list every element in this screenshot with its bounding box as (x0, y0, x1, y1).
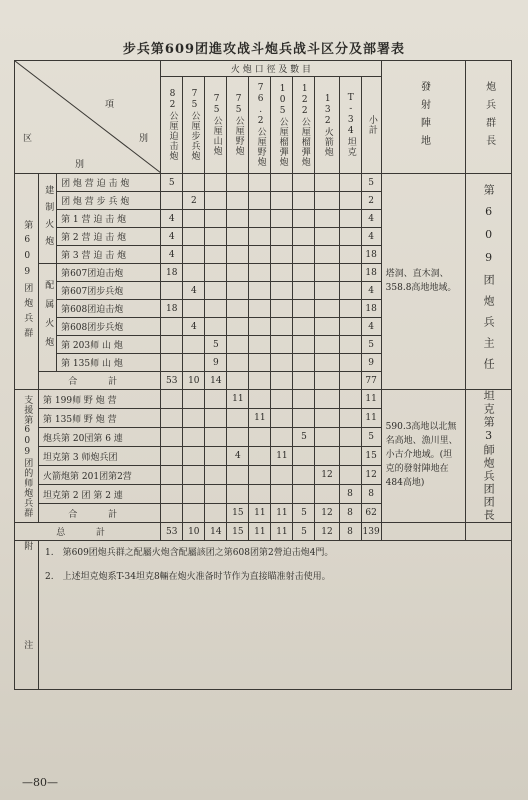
value-cell (183, 354, 205, 372)
value-cell (183, 447, 205, 466)
value-cell (339, 300, 361, 318)
remarks-label: 附 注 (15, 541, 39, 690)
value-cell (249, 246, 271, 264)
value-cell (205, 504, 227, 523)
group-2-commander: 坦克第3師炮兵团团長 (465, 390, 511, 523)
unit-name: 第 2 营 迫 击 炮 (57, 228, 161, 246)
group-2-name: 支援第609团的师炮兵群 (15, 390, 39, 523)
group-2-location: 590.3高地以北無名高地、漁川里、小古介地域。(坦克的發射陣地在484高地) (381, 390, 465, 523)
unit-name: 第 203师 山 炮 (57, 336, 161, 354)
col-header: 75公厘野炮 (227, 77, 249, 174)
value-cell (249, 466, 271, 485)
value-cell (339, 192, 361, 210)
value-cell (205, 318, 227, 336)
page-number: —80— (22, 776, 58, 789)
value-cell (183, 264, 205, 282)
value-cell (227, 428, 249, 447)
value-cell (293, 466, 315, 485)
value-cell (315, 264, 339, 282)
value-cell (293, 282, 315, 300)
value-cell (161, 504, 183, 523)
col-header: T-34坦克 (339, 77, 361, 174)
unit-name: 第 199师 野 炮 营 (39, 390, 161, 409)
group-1-sub-attached: 配属火炮 (39, 264, 57, 372)
value-cell (293, 354, 315, 372)
value-cell (293, 372, 315, 390)
value-cell: 15 (361, 447, 381, 466)
remark-item: 2. 上述坦克炮系T-34坦克8輛在炮火准备时节作为直接瞄准射击使用。 (45, 571, 331, 582)
value-cell (205, 409, 227, 428)
value-cell (183, 210, 205, 228)
value-cell (249, 428, 271, 447)
value-cell (315, 246, 339, 264)
value-cell (161, 485, 183, 504)
value-cell (183, 336, 205, 354)
col-header: 小計 (361, 77, 381, 174)
value-cell (249, 447, 271, 466)
value-cell (339, 246, 361, 264)
unit-name: 第 135师 野 炮 营 (39, 409, 161, 428)
value-cell (339, 390, 361, 409)
value-cell: 9 (205, 354, 227, 372)
unit-name: 第 1 营 迫 击 炮 (57, 210, 161, 228)
value-cell (205, 428, 227, 447)
value-cell: 12 (315, 466, 339, 485)
value-cell (227, 246, 249, 264)
value-cell (161, 318, 183, 336)
corner-left-label: 区 (23, 134, 33, 144)
value-cell: 4 (161, 246, 183, 264)
value-cell (205, 210, 227, 228)
value-cell (339, 372, 361, 390)
value-cell (183, 246, 205, 264)
value-cell: 18 (161, 264, 183, 282)
value-cell (227, 192, 249, 210)
value-cell (227, 466, 249, 485)
group-1-location: 塔洞、直木洞、358.8高地地域。 (381, 174, 465, 390)
value-cell (205, 447, 227, 466)
value-cell (227, 336, 249, 354)
value-cell (271, 336, 293, 354)
commander-header: 炮兵群長 (465, 61, 511, 174)
value-cell (227, 228, 249, 246)
value-cell: 11 (361, 409, 381, 428)
position-header: 發射陣地 (381, 61, 465, 174)
value-cell (205, 246, 227, 264)
value-cell: 18 (161, 300, 183, 318)
col-header: 132火箭炮 (315, 77, 339, 174)
value-cell: 11 (249, 409, 271, 428)
value-cell (227, 372, 249, 390)
value-cell (271, 210, 293, 228)
value-cell (339, 264, 361, 282)
empty-cell (465, 523, 511, 541)
total-label: 合 計 (39, 372, 161, 390)
value-cell: 4 (361, 282, 381, 300)
value-cell (161, 282, 183, 300)
value-cell (205, 174, 227, 192)
value-cell: 10 (183, 372, 205, 390)
value-cell (293, 318, 315, 336)
value-cell (161, 428, 183, 447)
value-cell: 14 (205, 523, 227, 541)
col-header: 75公厘步兵炮 (183, 77, 205, 174)
value-cell (205, 228, 227, 246)
value-cell: 4 (161, 228, 183, 246)
value-cell (249, 485, 271, 504)
unit-name: 坦克第 3 师炮兵团 (39, 447, 161, 466)
value-cell: 4 (227, 447, 249, 466)
value-cell (249, 372, 271, 390)
value-cell: 8 (339, 485, 361, 504)
col-header: 76.2公厘野炮 (249, 77, 271, 174)
unit-name: 坦克第 2 团 第 2 連 (39, 485, 161, 504)
table-row (15, 174, 512, 192)
value-cell (249, 264, 271, 282)
value-cell: 4 (183, 282, 205, 300)
value-cell (227, 409, 249, 428)
value-cell: 11 (271, 447, 293, 466)
value-cell (227, 210, 249, 228)
value-cell (271, 428, 293, 447)
value-cell: 11 (249, 504, 271, 523)
value-cell (293, 174, 315, 192)
value-cell (183, 174, 205, 192)
value-cell: 14 (205, 372, 227, 390)
value-cell (339, 282, 361, 300)
value-cell: 8 (339, 504, 361, 523)
value-cell (339, 210, 361, 228)
unit-name: 第607团迫击炮 (57, 264, 161, 282)
value-cell (293, 210, 315, 228)
value-cell: 2 (361, 192, 381, 210)
value-cell (293, 192, 315, 210)
value-cell (249, 174, 271, 192)
value-cell (183, 428, 205, 447)
value-cell (161, 409, 183, 428)
value-cell: 4 (161, 210, 183, 228)
value-cell: 4 (361, 228, 381, 246)
value-cell: 12 (361, 466, 381, 485)
value-cell (315, 192, 339, 210)
col-header: 105公厘榴彈炮 (271, 77, 293, 174)
value-cell (205, 282, 227, 300)
value-cell: 2 (183, 192, 205, 210)
value-cell (161, 336, 183, 354)
value-cell (315, 409, 339, 428)
value-cell: 12 (315, 523, 339, 541)
value-cell (249, 390, 271, 409)
value-cell (315, 354, 339, 372)
corner-top-label: 項 (105, 100, 115, 110)
value-cell (339, 409, 361, 428)
remark-item: 1. 第609团炮兵群之配屬火炮含配屬該团之第608团第2營迫击炮4門。 (45, 548, 334, 558)
value-cell (227, 300, 249, 318)
value-cell (315, 428, 339, 447)
value-cell: 5 (293, 428, 315, 447)
total-label: 合 計 (39, 504, 161, 523)
value-cell (249, 354, 271, 372)
value-cell: 15 (227, 504, 249, 523)
table-row (15, 390, 512, 409)
value-cell (249, 336, 271, 354)
unit-name: 第 3 营 迫 击 炮 (57, 246, 161, 264)
unit-name: 第608团步兵炮 (57, 318, 161, 336)
value-cell (315, 228, 339, 246)
value-cell (205, 300, 227, 318)
value-cell (271, 485, 293, 504)
value-cell (293, 246, 315, 264)
value-cell (293, 336, 315, 354)
value-cell (315, 372, 339, 390)
value-cell (227, 318, 249, 336)
value-cell (293, 409, 315, 428)
value-cell (271, 282, 293, 300)
unit-name: 火箭炮第 201团第2营 (39, 466, 161, 485)
value-cell (339, 318, 361, 336)
value-cell (183, 485, 205, 504)
value-cell (271, 246, 293, 264)
empty-cell (381, 523, 465, 541)
value-cell (271, 192, 293, 210)
col-header: 75公厘山炮 (205, 77, 227, 174)
value-cell: 18 (361, 246, 381, 264)
value-cell (205, 485, 227, 504)
value-cell (183, 504, 205, 523)
value-cell (271, 409, 293, 428)
value-cell (315, 210, 339, 228)
value-cell: 10 (183, 523, 205, 541)
value-cell (271, 354, 293, 372)
value-cell: 5 (361, 428, 381, 447)
value-cell (271, 318, 293, 336)
header-corner (15, 61, 161, 174)
value-cell (315, 447, 339, 466)
value-cell: 77 (361, 372, 381, 390)
value-cell (271, 300, 293, 318)
value-cell (271, 264, 293, 282)
page-title: 步兵第609团進攻战斗炮兵战斗区分及部署表 (122, 42, 406, 57)
value-cell: 11 (361, 390, 381, 409)
value-cell (227, 174, 249, 192)
group-1-commander: 第609团炮兵主任 (465, 174, 511, 390)
value-cell (161, 466, 183, 485)
value-cell: 11 (271, 504, 293, 523)
value-cell (339, 228, 361, 246)
value-cell: 8 (361, 485, 381, 504)
value-cell (205, 264, 227, 282)
value-cell (315, 174, 339, 192)
value-cell (183, 390, 205, 409)
value-cell: 11 (227, 390, 249, 409)
value-cell (339, 174, 361, 192)
value-cell (205, 466, 227, 485)
value-cell: 18 (361, 300, 381, 318)
value-cell (293, 390, 315, 409)
value-cell: 11 (271, 523, 293, 541)
value-cell (271, 174, 293, 192)
value-cell (183, 300, 205, 318)
value-cell (161, 390, 183, 409)
value-cell: 8 (339, 523, 361, 541)
group-1-name: 第609团炮兵群 (15, 174, 39, 390)
value-cell (339, 336, 361, 354)
value-cell (293, 228, 315, 246)
value-cell: 9 (361, 354, 381, 372)
value-cell: 15 (227, 523, 249, 541)
caliber-group-header: 火 炮 口 徑 及 數 目 (161, 61, 381, 77)
value-cell: 5 (205, 336, 227, 354)
value-cell (315, 485, 339, 504)
value-cell (161, 447, 183, 466)
value-cell (271, 466, 293, 485)
value-cell (227, 264, 249, 282)
value-cell (293, 485, 315, 504)
value-cell (271, 372, 293, 390)
group-1-sub-own: 建制火炮 (39, 174, 57, 264)
unit-name: 团 炮 营 步 兵 炮 (57, 192, 161, 210)
value-cell: 4 (361, 318, 381, 336)
unit-name: 炮兵第 20団第 6 連 (39, 428, 161, 447)
value-cell: 5 (293, 523, 315, 541)
value-cell: 62 (361, 504, 381, 523)
remarks-content (39, 541, 512, 690)
value-cell: 53 (161, 523, 183, 541)
value-cell (293, 264, 315, 282)
value-cell (183, 228, 205, 246)
value-cell (227, 485, 249, 504)
value-cell (315, 300, 339, 318)
value-cell (293, 447, 315, 466)
value-cell: 5 (293, 504, 315, 523)
value-cell (227, 282, 249, 300)
value-cell (339, 428, 361, 447)
value-cell: 11 (249, 523, 271, 541)
value-cell (315, 318, 339, 336)
value-cell: 12 (315, 504, 339, 523)
value-cell: 4 (183, 318, 205, 336)
value-cell (249, 318, 271, 336)
value-cell: 53 (161, 372, 183, 390)
unit-name: 第607团步兵炮 (57, 282, 161, 300)
value-cell (249, 192, 271, 210)
corner-right-label: 別 (139, 134, 149, 144)
value-cell (339, 447, 361, 466)
value-cell (205, 192, 227, 210)
value-cell (227, 354, 249, 372)
grand-total-label: 总 計 (15, 523, 161, 541)
value-cell (205, 390, 227, 409)
value-cell (315, 336, 339, 354)
value-cell (271, 390, 293, 409)
col-header: 122公厘榴彈炮 (293, 77, 315, 174)
value-cell (249, 210, 271, 228)
corner-diagonal (15, 61, 161, 173)
value-cell (249, 282, 271, 300)
value-cell (339, 466, 361, 485)
value-cell (339, 354, 361, 372)
unit-name: 第 135师 山 炮 (57, 354, 161, 372)
corner-bottom-label: 別 (75, 160, 85, 170)
deployment-table (14, 60, 512, 690)
value-cell (161, 192, 183, 210)
value-cell: 5 (161, 174, 183, 192)
value-cell (249, 300, 271, 318)
value-cell (183, 409, 205, 428)
value-cell: 139 (361, 523, 381, 541)
unit-name: 团 炮 营 迫 击 炮 (57, 174, 161, 192)
value-cell (183, 466, 205, 485)
value-cell: 5 (361, 336, 381, 354)
unit-name: 第608团迫击炮 (57, 300, 161, 318)
value-cell (271, 228, 293, 246)
value-cell: 4 (361, 210, 381, 228)
value-cell (315, 390, 339, 409)
value-cell: 5 (361, 174, 381, 192)
value-cell: 18 (361, 264, 381, 282)
value-cell (293, 300, 315, 318)
value-cell (315, 282, 339, 300)
value-cell (249, 228, 271, 246)
col-header: 82公厘迫击炮 (161, 77, 183, 174)
value-cell (161, 354, 183, 372)
